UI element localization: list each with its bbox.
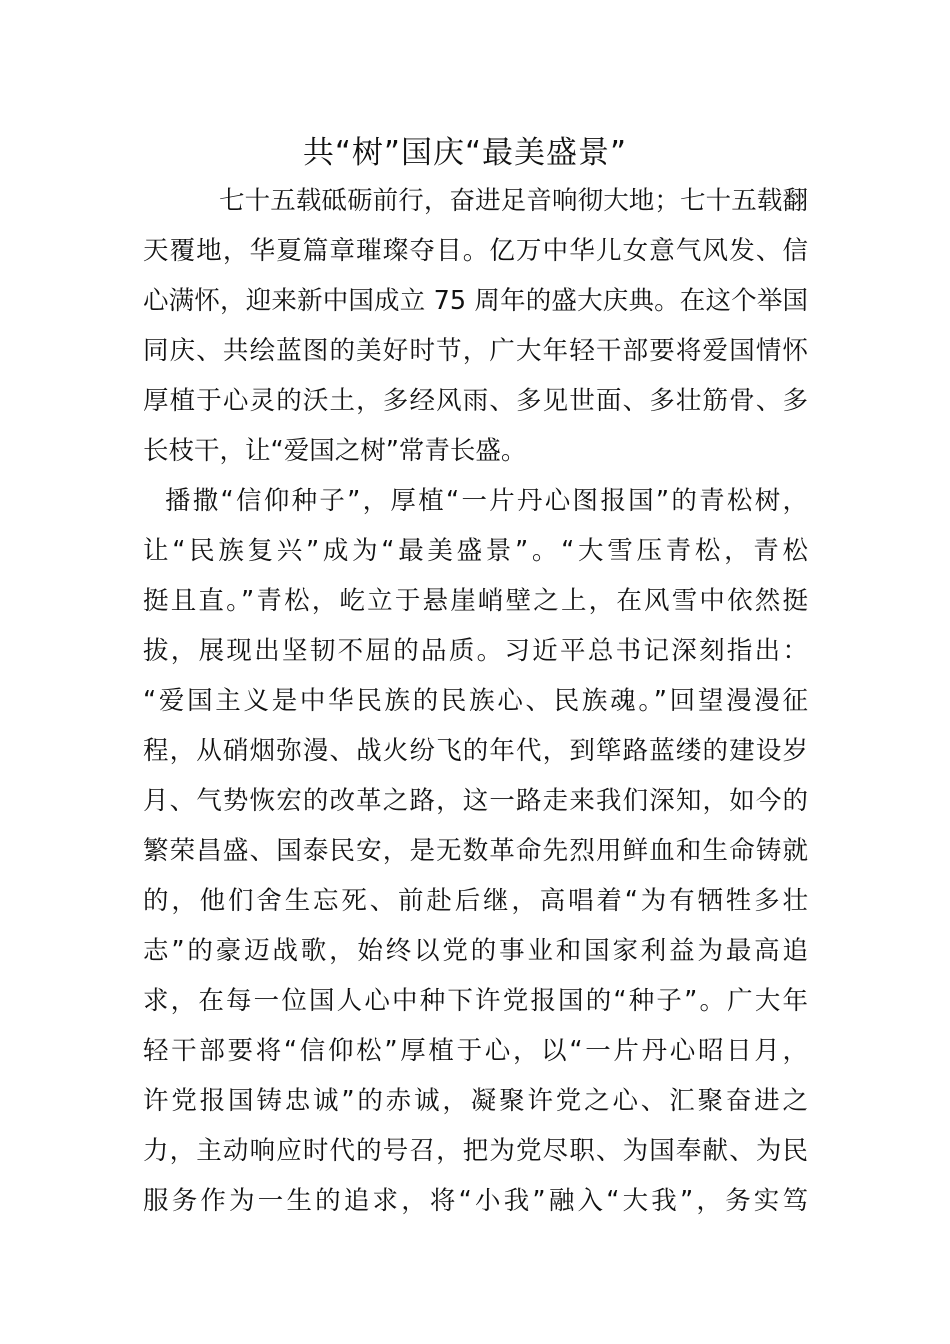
paragraph-2 (143, 476, 808, 1226)
paragraph-line: “爱国主义是中华民族的民族心、民族魂。”回望漫漫征 (143, 686, 808, 716)
paragraph-line: 播撒“信仰种子”，厚植“一片丹心图报国”的青松树， (165, 486, 808, 516)
paragraph-line: 让“民族复兴”成为“最美盛景”。“大雪压青松，青松 (143, 536, 808, 566)
paragraph-line: 七十五载砥砺前行，奋进足音响彻大地；七十五载翻 (219, 186, 808, 216)
paragraph-line: 天覆地，华夏篇章璀璨夺目。亿万中华儿女意气风发、信 (143, 236, 808, 266)
paragraph-line: 拔，展现出坚韧不屈的品质。习近平总书记深刻指出： (143, 636, 808, 666)
paragraph-line: 力，主动响应时代的号召，把为党尽职、为国奉献、为民 (143, 1136, 808, 1166)
paragraph-line: 厚植于心灵的沃土，多经风雨、多见世面、多壮筋骨、多 (143, 386, 808, 416)
paragraph-line: 月、气势恢宏的改革之路，这一路走来我们深知，如今的 (143, 786, 808, 816)
document-title: 共“树”国庆“最美盛景” (302, 135, 628, 171)
paragraph-line: 繁荣昌盛、国泰民安，是无数革命先烈用鲜血和生命铸就 (143, 836, 808, 866)
paragraph-line: 长枝干，让“爱国之树”常青长盛。 (143, 436, 527, 466)
paragraph-1 (143, 176, 808, 476)
paragraph-line: 轻干部要将“信仰松”厚植于心，以“一片丹心昭日月， (143, 1036, 808, 1066)
paragraph-line: 志”的豪迈战歌，始终以党的事业和国家利益为最高追 (143, 936, 808, 966)
paragraph-line: 的，他们舍生忘死、前赴后继，高唱着“为有牺牲多壮 (143, 886, 808, 916)
paragraph-line: 许党报国铸忠诚”的赤诚，凝聚许党之心、汇聚奋进之 (143, 1086, 808, 1116)
paragraph-line: 求，在每一位国人心中种下许党报国的“种子”。广大年 (143, 986, 808, 1016)
document-body (143, 176, 808, 1226)
paragraph-line: 同庆、共绘蓝图的美好时节，广大年轻干部要将爱国情怀 (143, 336, 808, 366)
paragraph-line: 服务作为一生的追求，将“小我”融入“大我”，务实笃 (143, 1186, 808, 1216)
paragraph-line: 程，从硝烟弥漫、战火纷飞的年代，到筚路蓝缕的建设岁 (143, 736, 808, 766)
paragraph-line: 挺且直。”青松，屹立于悬崖峭壁之上，在风雪中依然挺 (143, 586, 808, 616)
paragraph-line: 心满怀，迎来新中国成立 75 周年的盛大庆典。在这个举国 (143, 286, 808, 316)
